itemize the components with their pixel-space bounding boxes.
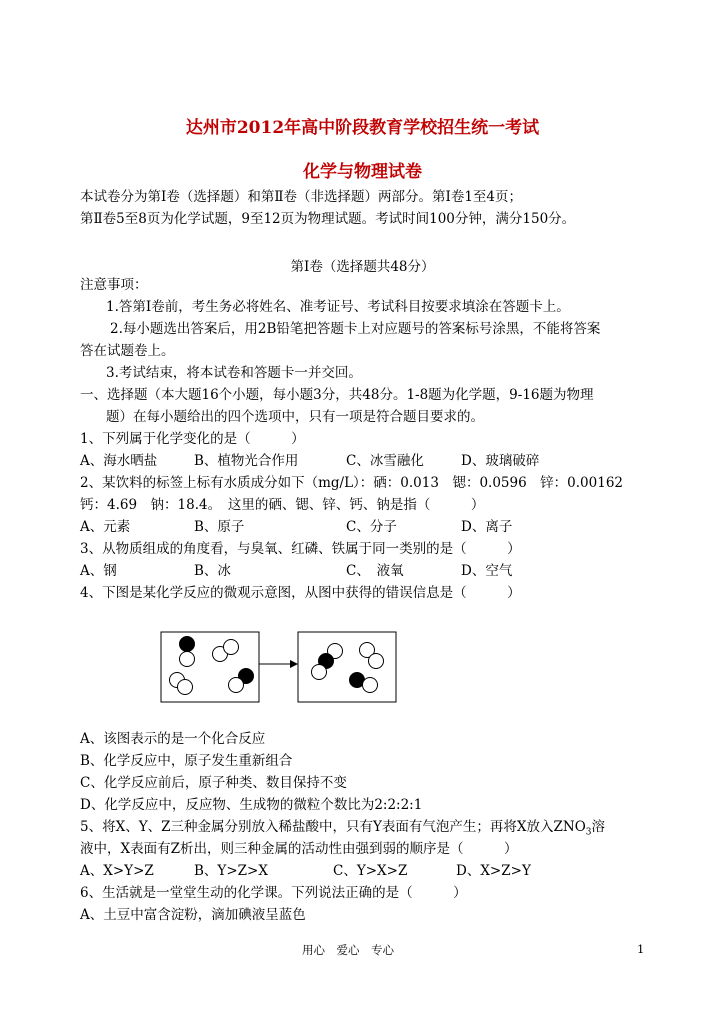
note-2a: 2.每小题选出答案后，用2B铅笔把答题卡上对应题号的答案标号涂黑，不能将答案 xyxy=(110,321,601,337)
q4-stem: 4、下图是某化学反应的微观示意图，从图中获得的错误信息是（ ） xyxy=(80,585,521,601)
part1-intro-a: 一、选择题（本大题16个小题，每小题3分，共48分。1-8题为化学题，9-16题为物理 xyxy=(80,387,594,403)
white-atom xyxy=(363,678,378,693)
page-number: 1 xyxy=(637,942,645,956)
reaction-arrow-head xyxy=(290,660,298,668)
reactants-box xyxy=(161,632,259,702)
q5-stem-1-text: 5、将X、Y、Z三种金属分别放入稀盐酸中，只有Y表面有气泡产生；再将X放入ZNO xyxy=(80,819,586,835)
note-1: 1.答第Ⅰ卷前，考生务必将姓名、准考证号、考试科目按要求填涂在答题卡上。 xyxy=(106,299,570,315)
q5-option-b: B、Y>Z>X xyxy=(194,863,268,879)
intro-line-2: 第Ⅱ卷5至8页为化学试题，9至12页为物理试题。考试时间100分钟，满分150分。 xyxy=(80,211,576,227)
white-atom xyxy=(180,652,195,667)
footer-motto: 用心 爱心 专心 xyxy=(302,943,394,957)
q2-option-d: D、离子 xyxy=(461,519,513,535)
q3-option-b: B、冰 xyxy=(194,563,231,579)
section-title: 第Ⅰ卷（选择题共48分） xyxy=(290,259,435,275)
q1-option-a: A、海水晒盐 xyxy=(80,453,158,469)
q6-stem: 6、生活就是一堂堂生动的化学课。下列说法正确的是（ ） xyxy=(80,885,467,901)
white-atom xyxy=(312,665,327,680)
part1-intro-b: 题）在每小题给出的四个选项中，只有一项是符合题目要求的。 xyxy=(106,409,484,425)
q5-stem-1-end: 溶 xyxy=(591,819,606,835)
q5-option-d: D、X>Z>Y xyxy=(456,863,531,879)
reaction-diagram xyxy=(155,628,415,708)
black-atom xyxy=(180,637,195,652)
q1-option-d: D、玻璃破碎 xyxy=(461,453,540,469)
q1-option-c: C、冰雪融化 xyxy=(346,453,424,469)
q2-option-c: C、分子 xyxy=(346,519,397,535)
white-atom xyxy=(224,640,239,655)
q1-stem: 1、下列属于化学变化的是（ ） xyxy=(80,431,305,447)
q1-option-b: B、植物光合作用 xyxy=(194,453,299,469)
note-3: 3.考试结束，将本试卷和答题卡一并交回。 xyxy=(106,365,362,381)
q5-subscript: 3 xyxy=(585,827,592,838)
q4-option-d: D、化学反应中，反应物、生成物的微粒个数比为2:2:2:1 xyxy=(80,797,423,813)
q2-option-b: B、原子 xyxy=(194,519,245,535)
q4-option-b: B、化学反应中，原子发生重新组合 xyxy=(80,753,293,769)
q4-option-c: C、化学反应前后，原子种类、数目保持不变 xyxy=(80,775,347,791)
white-atom xyxy=(229,678,244,693)
q5-stem-1 xyxy=(80,818,605,842)
intro-line-1: 本试卷分为第Ⅰ卷（选择题）和第Ⅱ卷（非选择题）两部分。第Ⅰ卷1至4页； xyxy=(80,189,523,205)
white-atom xyxy=(178,680,193,695)
q5-option-c: C、Y>X>Z xyxy=(333,863,408,879)
q2-stem-2: 钙：4.69 钠：18.4。 这里的硒、锶、锌、钙、钠是指（ ） xyxy=(80,497,485,513)
q3-option-a: A、钢 xyxy=(80,563,117,579)
q3-option-c: C、 液氧 xyxy=(346,563,404,579)
q2-stem-1: 2、某饮料的标签上标有水质成分如下（mg/L）：硒：0.013 锶：0.0596 锌：0.00162 xyxy=(80,475,624,491)
q4-option-a: A、该图表示的是一个化合反应 xyxy=(80,731,266,747)
q6-option-a: A、土豆中富含淀粉，滴加碘液呈蓝色 xyxy=(80,907,306,923)
note-2b: 答在试题卷上。 xyxy=(80,343,175,359)
q2-option-a: A、元素 xyxy=(80,519,131,535)
white-atom xyxy=(369,654,384,669)
q3-option-d: D、空气 xyxy=(461,563,513,579)
notes-heading: 注意事项： xyxy=(80,277,148,293)
q3-stem: 3、从物质组成的角度看，与臭氧、红磷、铁属于同一类别的是（ ） xyxy=(80,541,521,557)
page-title: 达州市2012年高中阶段教育学校招生统一考试 xyxy=(185,118,540,138)
q5-option-a: A、X>Y>Z xyxy=(80,863,154,879)
products-box xyxy=(298,632,396,702)
q5-stem-2: 液中，X表面有Z析出，则三种金属的活动性由强到弱的顺序是（ ） xyxy=(80,841,518,857)
page-subtitle: 化学与物理试卷 xyxy=(303,162,422,182)
